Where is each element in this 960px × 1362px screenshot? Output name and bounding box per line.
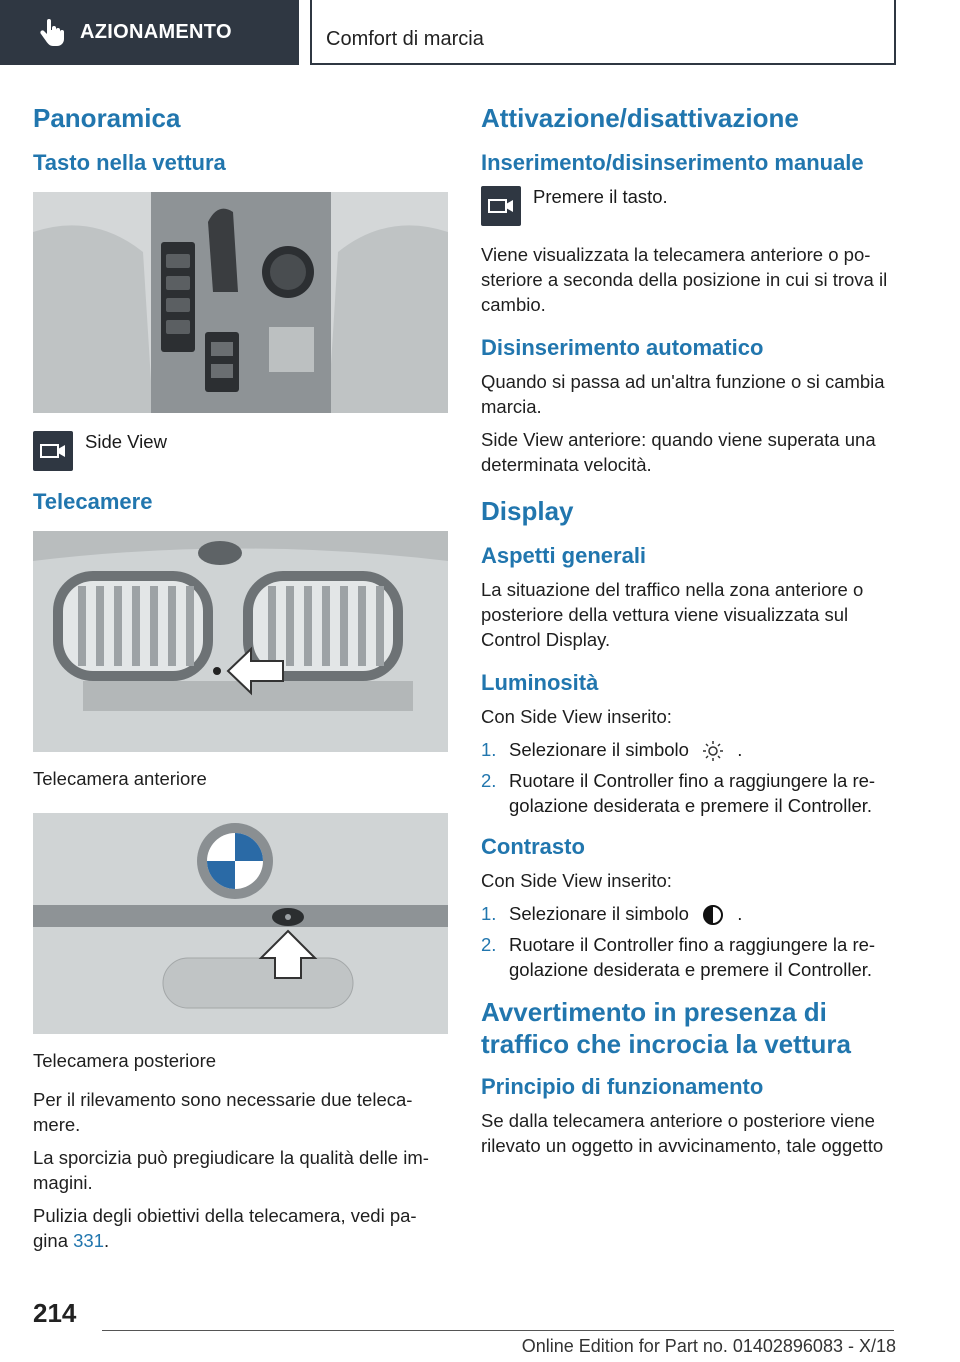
heading-general: Aspetti generali	[481, 543, 647, 568]
heading-overview: Panoramica	[33, 103, 181, 133]
page-number: 214	[33, 1298, 77, 1328]
heading-principle: Principio di funzionamento	[481, 1074, 764, 1100]
section-tab	[0, 0, 299, 65]
paragraph-principle: Se dalla telecamera anteriore o posteriore viene rilevato un oggetto in avvicinamento, tale oggetto	[481, 1110, 884, 1157]
heading-auto-off: Disinserimento automatico	[481, 335, 764, 360]
paragraph-dirt-warning: La sporcizia può pregiudicare la qualità delle im-magini.	[33, 1147, 429, 1193]
heading-cameras: Telecamere	[33, 489, 153, 514]
section-title: AZIONAMENTO	[80, 21, 232, 43]
heading-activation: Attivazione/disattivazione	[481, 103, 799, 133]
paragraph-contrast: Con Side View inserito:	[481, 870, 672, 892]
heading-cross-traffic: Avvertimento in presenza di traffico che incrocia la vettura	[481, 997, 851, 1060]
list-item: 2. Ruotare il Controller fino a raggiungere la re-golazione desiderata e premere il Controller.	[481, 934, 876, 981]
heading-button-in-vehicle: Tasto nella vettura	[33, 150, 226, 175]
paragraph-two-cameras: Per il rilevamento sono necessarie due teleca-mere.	[33, 1089, 413, 1135]
paragraph-cleaning-ref: Pulizia degli obiettivi della telecamera, vedi pa-gina 331.	[33, 1205, 417, 1251]
chapter-tab	[310, 0, 896, 65]
contrast-steps	[481, 901, 901, 982]
edition-note: Online Edition for Part no. 01402896083 - X/18	[521, 1336, 896, 1356]
heading-brightness: Luminosità	[481, 670, 599, 695]
contrast-icon	[702, 904, 724, 926]
camera-icon	[481, 186, 521, 226]
right-column	[481, 100, 901, 1166]
paragraph-auto-1: Quando si passa ad un'altra funzione o si cambia marcia.	[481, 371, 885, 417]
hand-pointer-icon	[40, 19, 64, 47]
side-view-key-row	[33, 431, 448, 471]
press-key-text: Premere il tasto.	[533, 186, 668, 207]
front-camera-image	[33, 531, 448, 752]
paragraph-brightness: Con Side View inserito:	[481, 706, 672, 727]
paragraph-auto-2: Side View anteriore: quando viene superata una determinata velocità.	[481, 429, 876, 475]
chapter-title: Comfort di marcia	[326, 28, 484, 50]
center-console-image	[33, 192, 448, 413]
manual-key-row	[481, 186, 901, 226]
paragraph-general: La situazione del traffico nella zona anteriore o posteriore della vettura viene visualizzata sul Control Display.	[481, 579, 864, 650]
paragraph-manual: Viene visualizzata la telecamera anteriore o po-steriore a seconda della posizione in cui si trova il cambio.	[481, 244, 888, 315]
list-item: 2. Ruotare il Controller fino a raggiungere la re-golazione desiderata e premere il Controller.	[481, 770, 876, 817]
list-item: 1. Selezionare il simbolo .	[481, 737, 901, 762]
heading-display: Display	[481, 496, 574, 526]
camera-icon	[33, 431, 73, 471]
side-view-label: Side View	[85, 431, 167, 452]
list-item: 1. Selezionare il simbolo .	[481, 901, 901, 926]
caption-rear-camera: Telecamera posteriore	[33, 1050, 217, 1071]
brightness-steps	[481, 737, 901, 818]
left-column	[33, 100, 448, 1261]
footer-divider	[102, 1330, 894, 1331]
rear-camera-image	[33, 813, 448, 1034]
page-link[interactable]: 331	[73, 1230, 104, 1251]
brightness-icon	[702, 740, 724, 762]
heading-contrast: Contrasto	[481, 834, 585, 860]
caption-front-camera: Telecamera anteriore	[33, 768, 207, 789]
heading-manual: Inserimento/disinserimento manuale	[481, 150, 864, 175]
